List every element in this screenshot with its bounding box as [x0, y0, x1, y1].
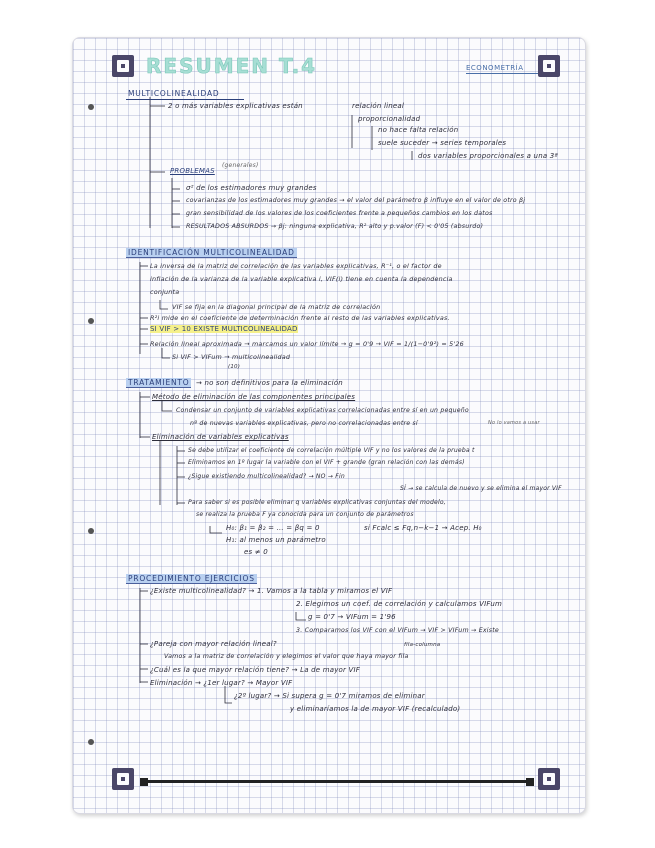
text-line: inflación de la varianza de la variable explicativa i, VIF(i) tiene en cuenta la dependencia [150, 275, 453, 283]
text-line: Eliminación → ¿1er lugar? → Mayor VIF [150, 679, 293, 687]
text-line: Se debe utilizar el coeficiente de correlación múltiple VIF y no los valores de la prueba t [188, 447, 475, 454]
text-line: nº de nuevas variables explicativas, pero no correlacionadas entre sí [190, 420, 418, 427]
text-line: Vamos a la matriz de correlación y elegimos el valor que haya mayor fila [164, 653, 409, 660]
text-line: 3. Comparamos los VIF con el VIFum → VIF > VIFum → Existe [296, 627, 499, 634]
text-line: si Fcalc ≤ Fq,n−k−1 → Acep. H₀ [364, 524, 482, 532]
section-heading-procedimiento: PROCEDIMIENTO EJERCICIOS [128, 574, 255, 583]
text-line: gran sensibilidad de los valores de los coeficientes frente a pequeños cambios en los datos [186, 210, 493, 217]
page-title: RESUMEN T.4 [146, 54, 318, 78]
vif-rule-highlight: SI VIF > 10 EXISTE MULTICOLINEALIDAD [150, 325, 298, 333]
text-line: ¿Sigue existiendo multicolinealidad? → NO → Fin [188, 473, 345, 480]
text-line: → no son definitivos para la eliminación [196, 379, 343, 387]
text-line: proporcionalidad [358, 115, 421, 123]
text-line: Método de eliminación de las componentes principales [152, 393, 356, 401]
text-line: y eliminaríamos la de mayor VIF (recalculado) [290, 705, 461, 713]
text-line: H₁: al menos un parámetro [226, 536, 326, 544]
text-line: no hace falta relación [378, 126, 459, 134]
text-line: No lo vamos a usar [488, 420, 540, 426]
text-line: La inversa de la matriz de correlación de las variables explicativas, R⁻¹, o el factor de [150, 262, 442, 270]
text-line: suele suceder → series temporales [378, 139, 507, 147]
text-line: H₀: β₁ = β₂ = … = βq = 0 [226, 524, 320, 532]
text-line: es ≠ 0 [244, 548, 268, 556]
text-line: R²i mide en el coeficiente de determinación frente al resto de las variables explicativas. [150, 314, 450, 322]
section-heading-tratamiento: TRATAMIENTO [128, 378, 190, 387]
text-line: SÍ → se calcula de nuevo y se elimina el mayor VIF [400, 485, 562, 492]
section-heading-identificacion: IDENTIFICACIÓN MULTICOLINEALIDAD [128, 248, 295, 257]
text-line: RESULTADOS ABSURDOS → βj: ninguna explicativa, R² alto y p.valor (F) < 0'05 (absurdo) [186, 223, 484, 230]
text-line: Eliminamos en 1º lugar la variable con el VIF + grande (gran relación con las demás) [188, 459, 465, 466]
text-line: (10) [228, 364, 241, 370]
text-line: ¿2º lugar? → Si supera g = 0'7 miramos de eliminar [234, 692, 425, 700]
section-heading-multicolinealidad: MULTICOLINEALIDAD [128, 89, 220, 98]
text-line: 2. Elegimos un coef. de correlación y calculamos VIFum [296, 600, 503, 608]
text-line: σ² de los estimadores muy grandes [186, 184, 317, 192]
problems-label: PROBLEMAS [170, 167, 215, 175]
text-line: ¿Pareja con mayor relación lineal? [150, 640, 277, 648]
text-line: ¿Existe multicolinealidad? → 1. Vamos a la tabla y miramos el VIF [150, 587, 393, 595]
text-line: se realiza la prueba F ya conocida para un conjunto de parámetros [196, 511, 414, 518]
text-line: Relación lineal aproximada → marcamos un valor límite → g = 0'9 → VIF = 1/(1−0'9²) = 5'26 [150, 340, 464, 348]
text-line: VIF se fija en la diagonal principal de la matriz de correlación [172, 303, 381, 311]
problems-note: (generales) [222, 162, 259, 169]
subject-label: ECONOMETRÍA [466, 64, 524, 72]
text-line: relación lineal [352, 102, 405, 110]
text-line: Condensar un conjunto de variables explicativas correlacionadas entre sí en un pequeño [176, 407, 469, 414]
text-line: Eliminación de variables explicativas [152, 433, 289, 441]
text-line: covarianzas de los estimadores muy grandes → el valor del parámetro β influye en el valor de otro βj [186, 197, 526, 204]
text-line: ¿Cuál es la que mayor relación tiene? → La de mayor VIF [150, 666, 361, 674]
text-line: conjunta [150, 288, 180, 296]
text-line: dos variables proporcionales a una 3ª [418, 152, 558, 160]
text-line: Para saber si es posible eliminar q variables explicativas conjuntas del modelo, [188, 499, 446, 506]
heading-underline [126, 99, 244, 100]
text-line: Si VIF > VIFum → multicolinealidad [172, 353, 291, 361]
text-line: g = 0'7 → VIFum = 1'96 [308, 613, 396, 621]
text-line: 2 o más variables explicativas están [168, 102, 303, 110]
text-line: fila-columna [404, 642, 441, 648]
